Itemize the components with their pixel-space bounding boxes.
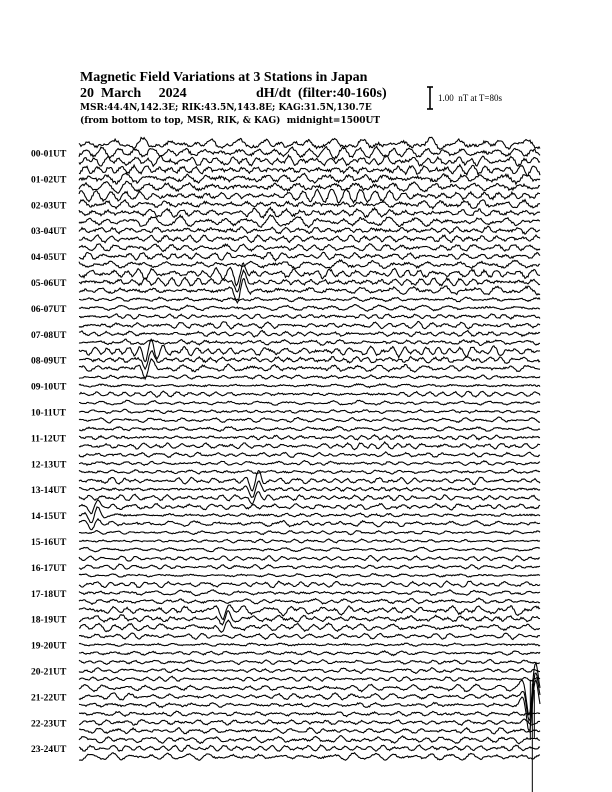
trace-rik [79, 745, 540, 751]
station-coordinates: MSR:44.4N,142.3E; RIK:43.5N,143.8E; KAG:31.5N,130.7E [80, 103, 372, 113]
trace-rik [79, 539, 540, 543]
trace-kag [79, 263, 540, 286]
trace-kag [79, 427, 540, 432]
trace-kag [79, 711, 540, 717]
station-order-note: (from bottom to top, MSR, RIK, & KAG) midnight=1500UT [80, 116, 381, 126]
trace-msr [79, 519, 540, 530]
trace-rik [79, 481, 540, 497]
trace-kag [79, 471, 540, 491]
trace-msr [79, 547, 540, 552]
chart-date: 20 March 2024 [80, 86, 187, 101]
trace-rik [79, 252, 540, 260]
trace-rik [79, 409, 540, 413]
hour-label: 06-07UT [31, 304, 67, 315]
trace-msr [79, 208, 540, 218]
trace-kag [79, 322, 540, 330]
hour-label: 18-19UT [31, 615, 67, 626]
trace-kag [79, 581, 540, 588]
trace-rik [79, 173, 540, 184]
hour-label: 03-04UT [31, 227, 67, 238]
trace-msr [79, 574, 540, 578]
trace-rik [79, 331, 540, 338]
trace-msr [79, 314, 540, 319]
trace-rik [79, 643, 540, 646]
trace-msr [79, 417, 540, 423]
hour-labels [31, 150, 67, 756]
trace-kag [79, 500, 540, 514]
trace-kag [79, 531, 540, 535]
scale-bar-label: 1.00 nT at T=80s [438, 93, 502, 103]
trace-rik [79, 435, 540, 440]
trace-msr [79, 260, 540, 269]
hour-label: 08-09UT [31, 356, 67, 367]
trace-msr [79, 339, 540, 345]
hour-label: 15-16UT [31, 538, 67, 548]
trace-rik [79, 590, 540, 596]
trace-group [79, 137, 540, 792]
trace-kag [79, 244, 540, 252]
trace-rik [79, 226, 540, 234]
hour-label: 21-22UT [31, 693, 67, 704]
trace-msr [79, 598, 540, 604]
hour-label: 23-24UT [31, 745, 67, 756]
trace-msr [79, 753, 540, 761]
hour-label: 10-11UT [31, 408, 66, 419]
hour-label: 12-13UT [31, 460, 67, 471]
hour-label: 09-10UT [31, 382, 67, 393]
trace-kag [79, 400, 540, 405]
chart-quantity: dH/dt (filter:40-160s) [256, 86, 387, 101]
trace-kag [79, 215, 540, 228]
hour-label: 04-05UT [31, 253, 67, 264]
trace-msr [79, 492, 540, 505]
trace-msr [79, 676, 540, 681]
trace-rik [79, 719, 540, 725]
hour-label: 20-21UT [31, 667, 67, 678]
trace-rik [79, 305, 540, 312]
trace-kag [79, 375, 540, 379]
hour-label: 14-15UT [31, 512, 67, 523]
hour-label: 00-01UT [31, 149, 67, 160]
trace-kag [79, 137, 540, 149]
trace-msr [79, 620, 540, 632]
hour-label: 02-03UT [31, 201, 67, 212]
scale-bar [427, 87, 433, 109]
hour-label: 22-23UT [31, 719, 67, 730]
hour-label: 11-12UT [31, 434, 66, 445]
hour-label: 05-06UT [31, 279, 67, 289]
hour-label: 17-18UT [31, 589, 67, 600]
trace-msr [79, 442, 540, 450]
chart-title: Magnetic Field Variations at 3 Stations in Japan [80, 70, 368, 85]
hour-label: 01-02UT [31, 175, 67, 186]
trace-rik [79, 461, 540, 466]
trace-msr [79, 728, 540, 734]
trace-kag [79, 165, 540, 176]
trace-msr [79, 651, 540, 656]
spike-mark [530, 680, 534, 792]
hour-label: 19-20UT [31, 641, 67, 652]
trace-msr [79, 391, 540, 397]
trace-kag [79, 659, 540, 664]
trace-kag [79, 297, 540, 302]
trace-kag [79, 633, 540, 639]
trace-rik [79, 564, 540, 569]
trace-kag [79, 452, 540, 458]
trace-msr [79, 155, 540, 166]
trace-kag [79, 736, 540, 744]
trace-rik [79, 384, 540, 388]
hour-label: 07-08UT [31, 330, 67, 341]
trace-kag [79, 189, 540, 203]
trace-msr [79, 469, 540, 474]
hour-label: 16-17UT [31, 563, 67, 574]
trace-rik [79, 507, 540, 523]
hour-label: 13-14UT [31, 486, 67, 497]
trace-rik [79, 668, 540, 674]
trace-kag [79, 556, 540, 562]
trace-msr [79, 235, 540, 243]
